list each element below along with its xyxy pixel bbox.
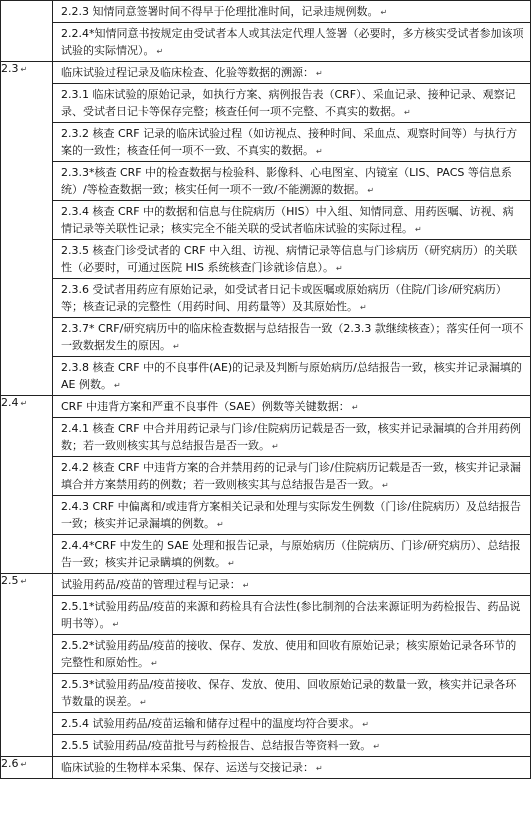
list-item	[53, 596, 530, 635]
item-cell	[53, 162, 530, 201]
return-mark-icon: ↵	[316, 69, 323, 78]
item-text: 2.4.4*CRF 中发生的 SAE 处理和报告记录，与原始病历（住院病历、门诊/研究病历）、总结报告一致；核实并记录瞒填的例数。	[61, 539, 521, 569]
return-mark-icon: ↵	[404, 108, 411, 117]
section-row	[1, 62, 531, 396]
items-list	[53, 62, 530, 395]
list-item	[53, 162, 530, 201]
item-cell	[53, 279, 530, 318]
section-number-cell	[1, 396, 53, 574]
item-text: 2.5.2*试验用药品/疫苗的接收、保存、发放、使用和回收有原始记录；核实原始记录各环节的完整性和原始性。	[61, 639, 517, 669]
items-list	[53, 396, 530, 573]
list-item	[53, 496, 530, 535]
item-text: 2.4.3 CRF 中偏离和/或违背方案相关记录和处理与实际发生例数（门诊/住院病历）及总结报告一致；核实并记录漏填的例数。	[61, 500, 522, 530]
return-mark-icon: ↵	[173, 342, 180, 351]
item-cell	[53, 496, 530, 535]
item-text: 2.3.5 核查门诊受试者的 CRF 中入组、访视、病情记录等信息与门诊病历（研究病历）的关联性（必要时，可通过医院 HIS 系统核查门诊就诊信息）。	[61, 244, 518, 274]
list-item	[53, 123, 530, 162]
item-text: 2.5.3*试验用药品/疫苗接收、保存、发放、使用、回收原始记录的数量一致，核实并记录各环节数量的误差。	[61, 678, 517, 708]
return-mark-icon: ↵	[228, 559, 235, 568]
item-text: 2.5.5 试验用药品/疫苗批号与药检报告、总结报告等资料一致。	[61, 739, 372, 752]
return-mark-icon: ↵	[382, 481, 389, 490]
list-item	[53, 240, 530, 279]
section-number: 2.6	[1, 757, 19, 770]
item-text: 2.3.7* CRF/研究病历中的临床检查数据与总结报告一致（2.3.3 款继续核查）；落实任何一项不一致数据发生的原因。	[61, 322, 524, 352]
item-cell	[53, 735, 530, 757]
return-mark-icon: ↵	[367, 186, 375, 195]
items-cell	[53, 62, 531, 396]
items-list	[53, 757, 530, 778]
section-number-cell	[1, 1, 53, 62]
section-row	[1, 757, 531, 779]
list-item	[53, 735, 530, 757]
items-cell	[53, 574, 531, 757]
items-list	[53, 574, 530, 756]
list-item	[53, 318, 530, 357]
list-item	[53, 84, 530, 123]
section-row	[1, 396, 531, 574]
list-item	[53, 418, 530, 457]
return-mark-icon: ↵	[113, 381, 121, 390]
list-item	[53, 457, 530, 496]
item-cell	[53, 357, 530, 396]
return-mark-icon: ↵	[217, 520, 224, 529]
items-list	[53, 1, 530, 61]
list-item	[53, 674, 530, 713]
return-mark-icon: ↵	[316, 147, 323, 156]
item-cell	[53, 240, 530, 279]
return-mark-icon: ↵	[373, 742, 380, 751]
item-text: 2.3.6 受试者用药应有原始记录，如受试者日记卡或医嘱或原始病历（住院/门诊/研究病历）等；核查记录的完整性（用药时间、用药量等）及其原始性。	[61, 283, 507, 313]
list-item	[53, 1, 530, 23]
list-item	[53, 574, 530, 596]
list-item	[53, 62, 530, 84]
return-mark-icon: ↵	[351, 403, 359, 412]
list-item	[53, 757, 530, 778]
return-mark-icon: ↵	[140, 698, 147, 707]
checklist-body	[1, 1, 531, 779]
section-number: 2.5	[1, 574, 19, 587]
return-mark-icon: ↵	[20, 760, 28, 769]
item-cell	[53, 123, 530, 162]
section-number: 2.4	[1, 396, 19, 409]
return-mark-icon: ↵	[112, 620, 120, 629]
return-mark-icon: ↵	[20, 577, 28, 586]
items-cell	[53, 396, 531, 574]
item-cell	[53, 674, 530, 713]
return-mark-icon: ↵	[415, 225, 422, 234]
return-mark-icon: ↵	[20, 399, 28, 408]
item-text: 2.3.8 核查 CRF 中的不良事件(AE)的记录及判断与原始病历/总结报告一致，核实并记录漏填的 AE 例数。	[61, 361, 522, 391]
list-item	[53, 279, 530, 318]
items-cell	[53, 1, 531, 62]
item-cell	[53, 635, 530, 674]
item-cell	[53, 596, 530, 635]
list-item	[53, 635, 530, 674]
item-text: 试验用药品/疫苗的管理过程与记录：	[61, 578, 241, 591]
return-mark-icon: ↵	[360, 303, 367, 312]
return-mark-icon: ↵	[316, 764, 323, 773]
return-mark-icon: ↵	[362, 720, 369, 729]
item-cell	[53, 201, 530, 240]
item-text: 临床试验的生物样本采集、保存、运送与交接记录：	[61, 761, 314, 774]
item-cell	[53, 574, 530, 596]
item-cell	[53, 1, 530, 23]
item-text: 2.5.4 试验用药品/疫苗运输和储存过程中的温度均符合要求。	[61, 717, 361, 730]
item-cell	[53, 757, 530, 778]
items-cell	[53, 757, 531, 779]
item-text: 2.3.2 核查 CRF 记录的临床试验过程（如访视点、接种时间、采血点、观察时间等）与执行方案的一致性；核查任何一项不一致、不真实的数据。	[61, 127, 518, 157]
item-text: 2.5.1*试验用药品/疫苗的来源和药检具有合法性(参比制剂的合法来源证明为药检报告、药品说明书等）。	[61, 600, 521, 630]
item-text: 2.3.3*核查 CRF 中的检查数据与检验科、影像科、心电图室、内镜室（LIS、PACS 等信息系统）/等检查数据一致；核实任何一项不一致/不能溯源的数据。	[61, 166, 512, 196]
item-cell	[53, 713, 530, 735]
item-text: 2.2.3 知情同意签署时间不得早于伦理批准时间，记录违规例数。	[61, 5, 379, 18]
section-row	[1, 574, 531, 757]
item-cell	[53, 318, 530, 357]
item-cell	[53, 457, 530, 496]
list-item	[53, 396, 530, 418]
list-item	[53, 357, 530, 396]
return-mark-icon: ↵	[151, 659, 158, 668]
item-text: CRF 中违背方案和严重不良事件（SAE）例数等关键数据：	[61, 400, 350, 413]
item-cell	[53, 23, 530, 62]
list-item	[53, 201, 530, 240]
item-text: 2.3.1 临床试验的原始记录，如执行方案、病例报告表（CRF）、采血记录、接种记录、观察记录、受试者日记卡等保存完整；核查任何一项不完整、不真实的数据。	[61, 88, 516, 118]
section-number-cell	[1, 757, 53, 779]
item-text: 临床试验过程记录及临床检查、化验等数据的溯源：	[61, 66, 314, 79]
item-cell	[53, 396, 530, 418]
section-number: 2.3	[1, 62, 19, 75]
list-item	[53, 535, 530, 574]
return-mark-icon: ↵	[20, 65, 28, 74]
list-item	[53, 23, 530, 62]
section-number-cell	[1, 574, 53, 757]
item-cell	[53, 535, 530, 574]
item-text: 2.2.4*知情同意书按规定由受试者本人或其法定代理人签署（必要时，多方核实受试者参加该项试验的实际情况）。	[61, 27, 524, 57]
return-mark-icon: ↵	[272, 442, 279, 451]
item-cell	[53, 62, 530, 84]
section-number-cell	[1, 62, 53, 396]
return-mark-icon: ↵	[242, 581, 250, 590]
return-mark-icon: ↵	[380, 8, 388, 17]
return-mark-icon: ↵	[156, 47, 164, 56]
section-row	[1, 1, 531, 62]
item-cell	[53, 84, 530, 123]
return-mark-icon: ↵	[336, 264, 343, 273]
list-item	[53, 713, 530, 735]
item-cell	[53, 418, 530, 457]
item-text: 2.4.2 核查 CRF 中违背方案的合并禁用药的记录与门诊/住院病历记载是否一致，核实并记录漏填合并方案禁用药的例数；若一致则核实其与总结报告是否一致。	[61, 461, 521, 491]
item-text: 2.4.1 核查 CRF 中合并用药记录与门诊/住院病历记载是否一致，核实并记录漏填的合并用药例数；若一致则核实其与总结报告是否一致。	[61, 422, 521, 452]
item-text: 2.3.4 核查 CRF 中的数据和信息与住院病历（HIS）中入组、知情同意、用药医嘱、访视、病情记录等关联性记录；核实完全不能关联的受试者临床试验的实际过程。	[61, 205, 514, 235]
